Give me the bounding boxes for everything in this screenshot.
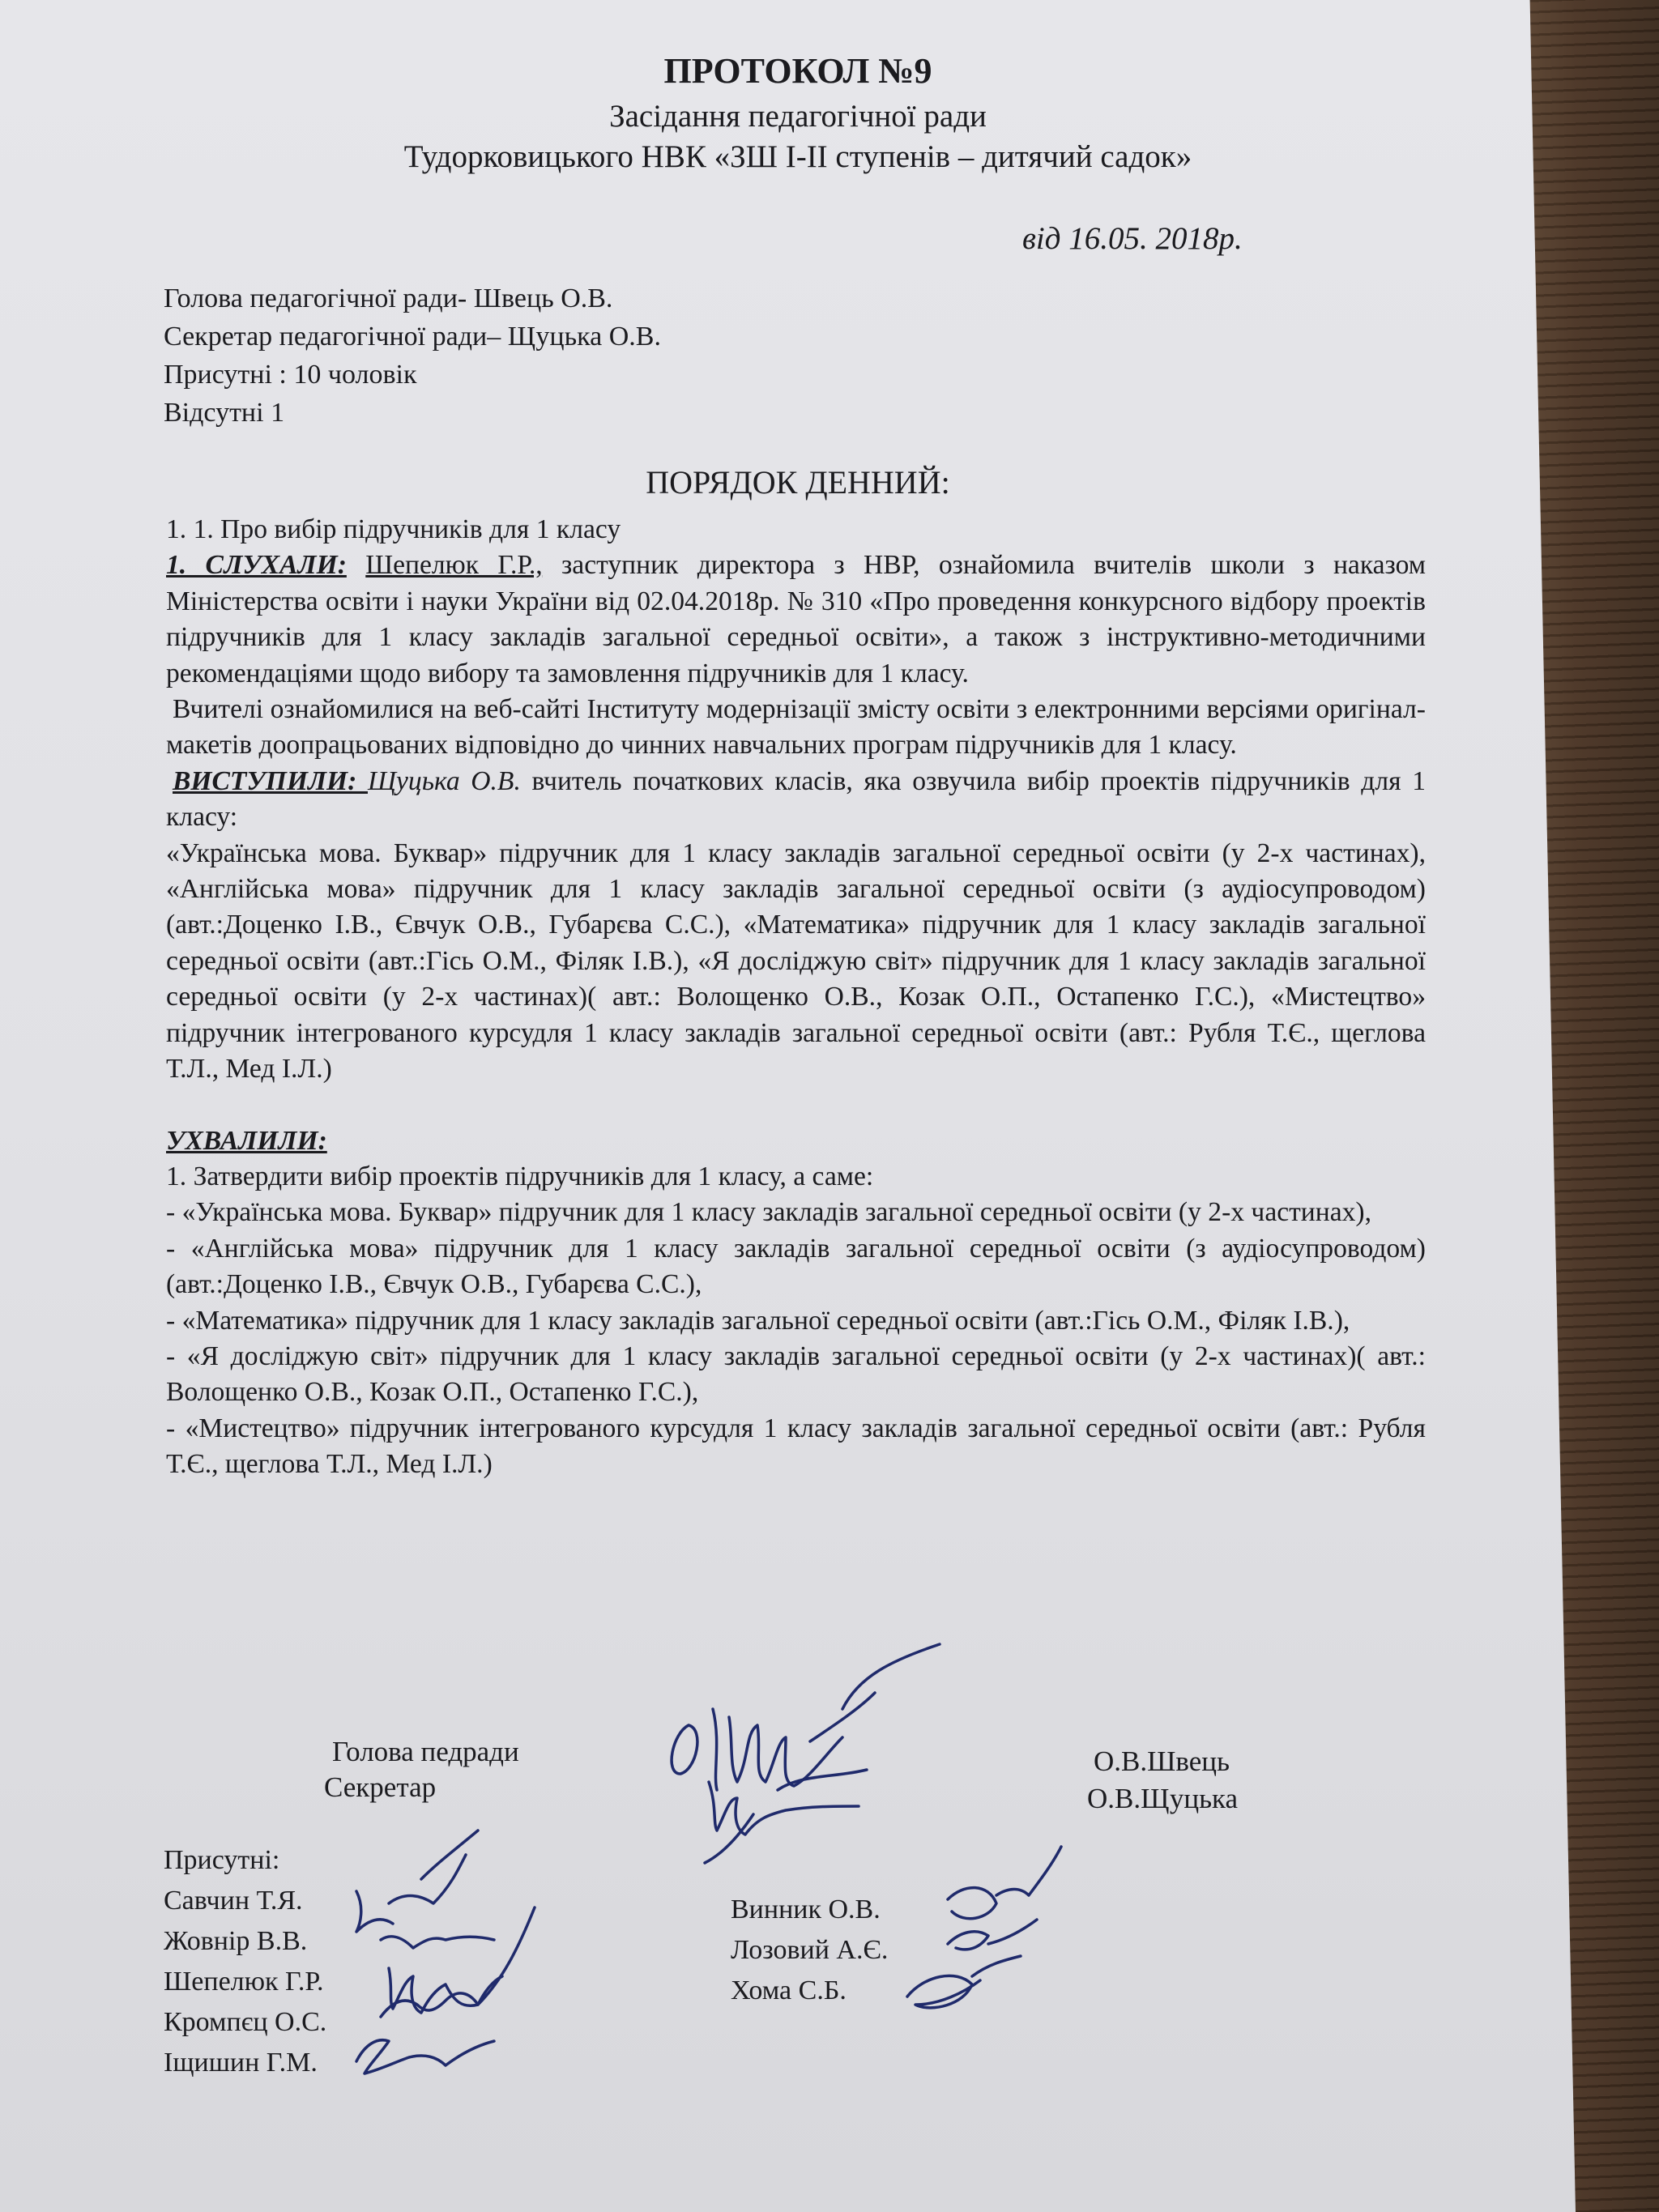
attendee: Савчин Т.Я. [164,1886,303,1916]
chair-role: Голова педради [332,1736,519,1767]
chair-signature [672,1644,940,1790]
secretary-line: Секретар педагогічної ради– Щуцька О.В. [164,322,661,352]
attendees-title: Присутні: [164,1845,280,1875]
document-date: від 16.05. 2018р. [1022,221,1243,256]
agenda-item: 1. 1. Про вибір підручників для 1 класу [166,514,621,544]
attendee: Лозовий А.Є. [731,1935,889,1965]
spoke-label: ВИСТУПИЛИ: [173,765,368,796]
attendee: Іщишин Г.М. [164,2048,318,2078]
decided-item: - «Мистецтво» підручник інтегрованого курсудля 1 класу закладів загальної середньої освіти (авт.: Рубля Т.Є., щеглова Т.Л., Мед І.Л.) [166,1413,1426,1480]
attendee: Винник О.В. [731,1894,881,1924]
document-subtitle: Засідання педагогічної ради [609,99,987,134]
attendee-signature [948,1920,1037,1950]
spoke-list: «Українська мова. Буквар» підручник для 1 класу закладів загальної середньої освіти (у 2-х частинах), «Англійська мова» підручник для 1 класу закладів загальної середньої освіти (з аудіосупроводом) (авт.:Доценко І.В., Євчук О.В., Губарєва С.С.), «Математика» підручник для 1 класу закладів загальної середньої освіти (авт.:Гісь О.М., Філяк І.В.), «Я досліджую світ» підручник для 1 класу закладів загальної середньої освіти (у 2-х частинах)( авт.: Волощенко О.В., Козак О.П., Остапенко Г.С.), «Мистецтво» підручник інтегрованого курсудля 1 класу закладів загальної середньої освіти (авт.: Рубля Т.Є., щеглова Т.Л., Мед І.Л.) [166,837,1426,1085]
present-count: Присутні : 10 чоловік [164,360,417,390]
attendee: Кромпєц О.С. [164,2007,327,2037]
decided-label: УХВАЛИЛИ: [166,1125,327,1156]
attendee-signature [907,1956,1021,2008]
attendee-signature [356,1831,478,1932]
chair-line: Голова педагогічної ради- Швець О.В. [164,283,613,313]
decided-intro: 1. Затвердити вибір проектів підручників для 1 класу, а саме: [166,1161,874,1191]
attendee-signature [389,1907,535,2013]
heard-label: 1. СЛУХАЛИ: [166,550,347,581]
absent-count: Відсутні 1 [164,398,285,428]
decided-item: - «Українська мова. Буквар» підручник для 1 класу закладів загальної середньої освіти (у 2-х частинах), [166,1197,1372,1228]
document-title: ПРОТОКОЛ №9 [663,51,932,91]
heard-speaker: Шепелюк Г.Р., [365,550,543,581]
decided-item: - «Математика» підручник для 1 класу закладів загальної середньої освіти (авт.:Гісь О.М., Філяк І.В.), [166,1305,1350,1336]
attendee-signature [948,1847,1061,1919]
chair-name: О.В.Швець [1094,1745,1230,1777]
spoke-text: вчитель початкових класів, яка озвучила вибір проектів підручників для 1 класу: [166,765,1426,833]
decided-item: - «Англійська мова» підручник для 1 класу закладів загальної середньої освіти (з аудіосупроводом) (авт.:Доценко І.В., Євчук О.В., Губарєва С.С.), [166,1233,1426,1300]
decided-item: - «Я досліджую світ» підручник для 1 класу закладів загальної середньої освіти (у 2-х частинах)( авт.: Волощенко О.В., Козак О.П., Остапенко Г.С.), [166,1340,1426,1408]
heard-paragraph-2: Вчителі ознайомилися на веб-сайті Інституту модернізації змісту освіти з електронними версіями оригінал-макетів доопрацьованих відповідно до чинних навчальних програм підручників для 1 класу. [166,694,1426,761]
attendee: Хома С.Б. [731,1975,847,2005]
secretary-name: О.В.Щуцька [1087,1783,1239,1814]
attendee-signature [381,1937,494,1948]
secretary-role: Секретар [324,1771,437,1803]
attendee: Шепелюк Г.Р. [164,1967,324,1997]
attendee-signature [356,2040,494,2073]
attendee: Жовнір В.В. [164,1926,308,1956]
spoke-speaker: Щуцька О.В. [368,765,521,796]
heard-text: заступник директора з НВР, ознайомила вчителів школи з наказом Міністерства освіти і науки України від 02.04.2018р. № 310 «Про проведення конкурсного відбору проектів підручників для 1 класу закладів загальної середньої освіти», а також з інструктивно-методичними рекомендаціями щодо вибору та замовлення підручників для 1 класу. [166,550,1426,688]
school-name: Тудорковицького НВК «ЗШ І-ІІ ступенів – дитячий садок» [403,139,1192,174]
secretary-signature [705,1770,867,1863]
agenda-title: ПОРЯДОК ДЕННИЙ: [646,464,950,501]
